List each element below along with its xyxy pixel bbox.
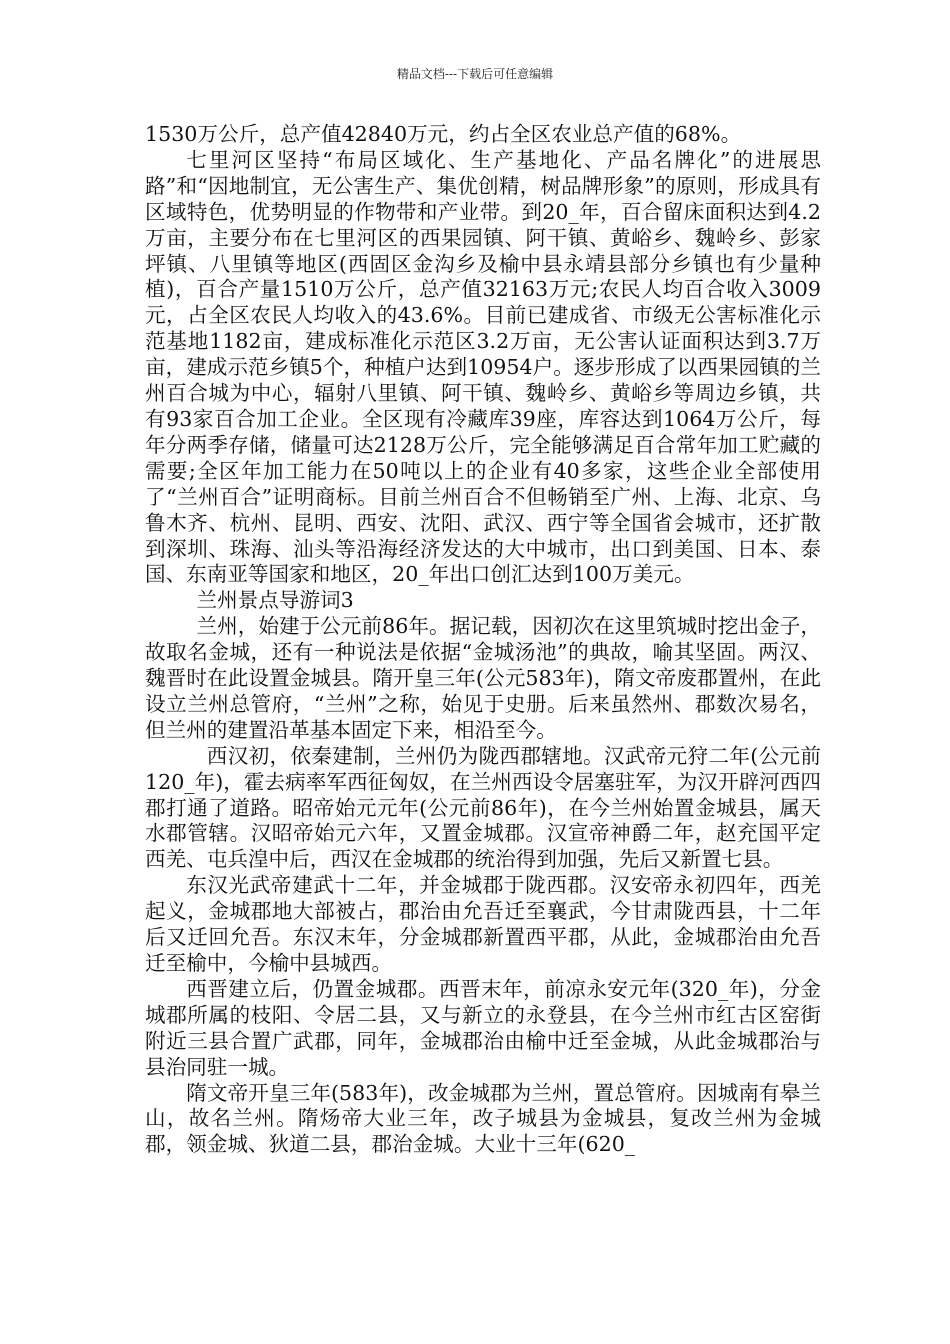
paragraph-5: 东汉光武帝建武十二年，并金城郡于陇西郡。汉安帝永初四年，西羌起义，金城郡地大部被占，郡治由允吾迁至襄武，今甘肃陇西县，十二年后又迁回允吾。东汉末年，分金城郡新置西平郡，从此，金城郡治由允吾迁至榆中，今榆中县城西。 — [145, 873, 821, 975]
page-header: 精品文档---下载后可任意编辑 — [396, 67, 554, 81]
paragraph-2: 七里河区坚持“布局区域化、生产基地化、产品名牌化”的进展思路”和“因地制宜，无公害生产、集优创精，树品牌形象”的原则，形成具有区域特色，优势明显的作物带和产业带。到20_年，百合留床面积达到4.2万亩，主要分布在七里河区的西果园镇、阿干镇、黄峪乡、魏岭乡、彭家坪镇、八里镇等地区(西固区金沟乡及榆中县永靖县部分乡镇也有少量种植)，百合产量1510万公斤，总产值32163万元;农民人均百合收入3009元，占全区农民人均收入的43.6%。目前已建成省、市级无公害标准化示范基地1182亩，建成标准化示范区3.2万亩，无公害认证面积达到3.7万亩，建成示范乡镇5个，种植户达到10954户。逐步形成了以西果园镇的兰州百合城为中心，辐射八里镇、阿干镇、魏岭乡、黄峪乡等周边乡镇，共有93家百合加工企业。全区现有冷藏库39座，库容达到1064万公斤，每年分两季存储，储量可达2128万公斤，完全能够满足百合常年加工贮藏的需要;全区年加工能力在50吨以上的企业有40多家，这些企业全部使用了“兰州百合”证明商标。目前兰州百合不但畅销至广州、上海、北京、乌鲁木齐、杭州、昆明、西安、沈阳、武汉、西宁等全国省会城市，还扩散到深圳、珠海、汕头等沿海经济发达的大中城市，出口到美国、日本、泰国、东南亚等国家和地区，20_年出口创汇达到100万美元。 — [145, 147, 821, 587]
paragraph-1: 1530万公斤，总产值42840万元，约占全区农业总产值的68%。 — [145, 122, 742, 146]
document-body — [145, 122, 821, 1158]
paragraph-4: 西汉初，依秦建制，兰州仍为陇西郡辖地。汉武帝元狩二年(公元前120_年)，霍去病率军西征匈奴，在兰州西设令居塞驻军，为汉开辟河西四郡打通了道路。昭帝始元元年(公元前86年)，在今兰州始置金城县，属天水郡管辖。汉昭帝始元六年，又置金城郡。汉宣帝神爵二年，赵充国平定西羌、屯兵湟中后，西汉在金城郡的统治得到加强，先后又新置七县。 — [145, 743, 821, 872]
section-heading: 兰州景点导游词3 — [196, 588, 354, 613]
paragraph-3: 兰州，始建于公元前86年。据记载，因初次在这里筑城时挖出金子，故取名金城，还有一种说法是依据“金城汤池”的典故，喻其坚固。两汉、魏晋时在此设置金城县。隋开皇三年(公元583年)，隋文帝废郡置州，在此设立兰州总管府，“兰州”之称，始见于史册。后来虽然州、郡数次易名，但兰州的建置沿革基本固定下来，相沿至今。 — [145, 614, 821, 742]
paragraph-7: 隋文帝开皇三年(583年)，改金城郡为兰州，置总管府。因城南有皋兰山，故名兰州。隋炀帝大业三年，改子城县为金城县，复改兰州为金城郡，领金城、狄道二县，郡治金城。大业十三年(620_ — [145, 1080, 821, 1157]
paragraph-6: 西晋建立后，仍置金城郡。西晋末年，前凉永安元年(320_年)，分金城郡所属的枝阳、令居二县，又与新立的永登县，在今兰州市红古区窑街附近三县合置广武郡，同年，金城郡治由榆中迁至金城，从此金城郡治与县治同驻一城。 — [145, 976, 821, 1079]
